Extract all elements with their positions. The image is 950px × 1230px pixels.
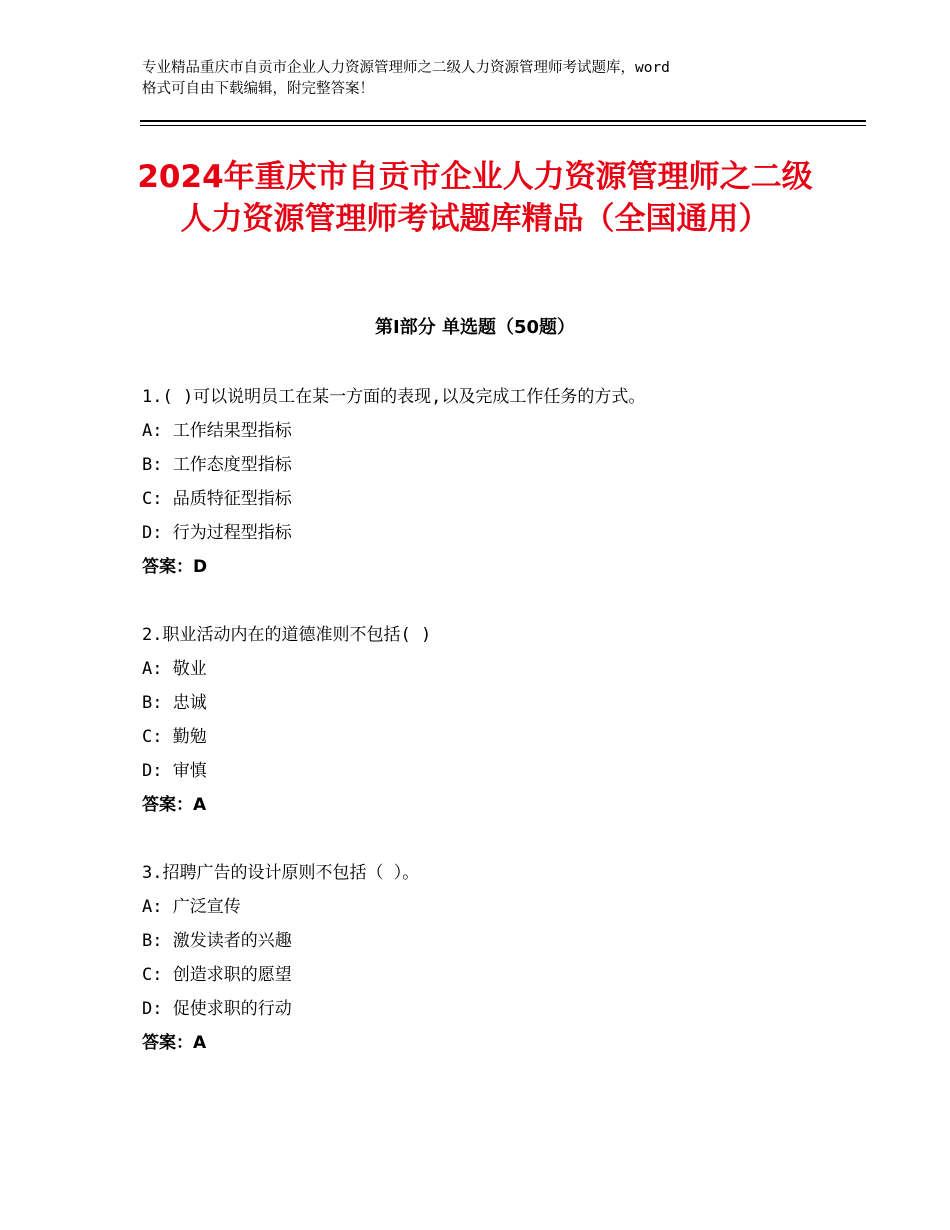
option-b: B: 忠诚: [142, 693, 207, 713]
header-note: [142, 58, 832, 100]
header-note-line-1: 专业精品重庆市自贡市企业人力资源管理师之二级人力资源管理师考试题库，word: [142, 60, 670, 76]
option-c: C: 勤勉: [142, 727, 207, 747]
header-note-line-2: 格式可自由下载编辑，附完整答案！: [142, 81, 374, 97]
document-title: 2024年重庆市自贡市企业人力资源管理师之二级人力资源管理师考试题库精品（全国通用）: [137, 159, 813, 237]
option-c: C: 品质特征型指标: [142, 489, 292, 509]
option-b: B: 激发读者的兴趣: [142, 931, 292, 951]
option-d: D: 审慎: [142, 761, 207, 781]
answer-line: 答案：A: [142, 1033, 207, 1053]
option-a: A: 敬业: [142, 659, 207, 679]
option-d: D: 行为过程型指标: [142, 523, 292, 543]
question-stem: 1.( )可以说明员工在某一方面的表现,以及完成工作任务的方式。: [142, 387, 646, 407]
option-b: B: 工作态度型指标: [142, 455, 292, 475]
option-a: A: 工作结果型指标: [142, 421, 292, 441]
section-heading: 第Ⅰ部分 单选题（50题）: [374, 317, 575, 338]
question-stem: 2.职业活动内在的道德准则不包括( ): [142, 625, 432, 645]
header-divider-thick: [140, 120, 866, 122]
option-c: C: 创造求职的愿望: [142, 965, 292, 985]
question-1: [142, 380, 832, 584]
answer-line: 答案：D: [142, 557, 208, 577]
question-3: [142, 856, 832, 1060]
option-d: D: 促使求职的行动: [142, 999, 292, 1019]
question-2: [142, 618, 832, 822]
header-divider-thin: [140, 125, 866, 126]
question-stem: 3.招聘广告的设计原则不包括（ ）。: [142, 863, 420, 883]
question-list: [142, 380, 832, 1060]
answer-line: 答案：A: [142, 795, 207, 815]
option-a: A: 广泛宣传: [142, 897, 241, 917]
